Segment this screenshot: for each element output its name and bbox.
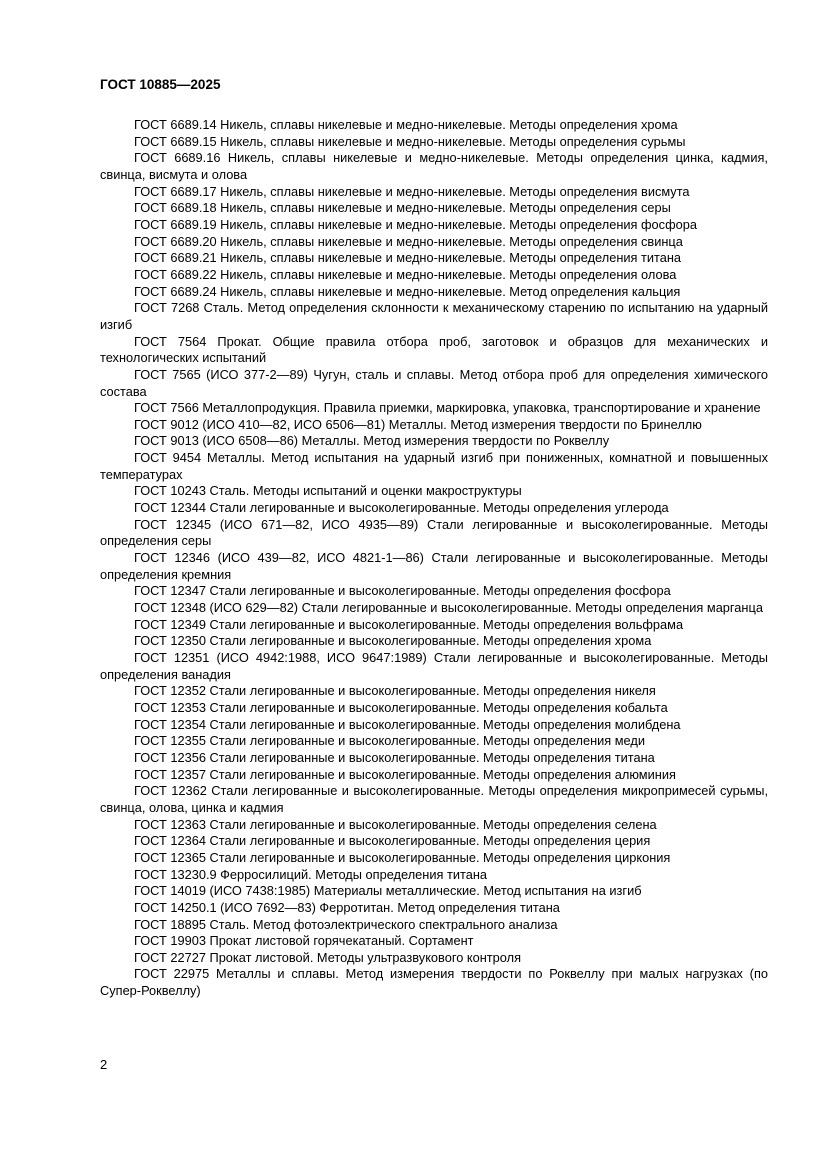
reference-item: ГОСТ 12347 Стали легированные и высоколегированные. Методы определения фосфора bbox=[134, 583, 671, 599]
document-header: ГОСТ 10885—2025 bbox=[100, 77, 221, 92]
reference-item: ГОСТ 6689.14 Никель, сплавы никелевые и медно-никелевые. Методы определения хрома bbox=[134, 117, 678, 132]
reference-item: ГОСТ 6689.19 Никель, сплавы никелевые и медно-никелевые. Методы определения фосфора bbox=[134, 216, 697, 232]
reference-item: ГОСТ 19903 Прокат листовой горячекатаный. Сортамент bbox=[134, 933, 474, 949]
reference-item: ГОСТ 6689.24 Никель, сплавы никелевые и медно-никелевые. Метод определения кальция bbox=[134, 283, 681, 299]
reference-item: ГОСТ 12365 Стали легированные и высоколегированные. Методы определения циркония bbox=[134, 849, 671, 865]
normative-references-list bbox=[100, 117, 768, 1000]
reference-item: ГОСТ 12352 Стали легированные и высоколегированные. Методы определения никеля bbox=[134, 683, 656, 699]
reference-item: ГОСТ 14019 (ИСО 7438:1985) Материалы металлические. Метод испытания на изгиб bbox=[134, 883, 642, 899]
reference-item: ГОСТ 9012 (ИСО 410—82, ИСО 6506—81) Металлы. Метод измерения твердости по Бринеллю bbox=[134, 416, 702, 432]
reference-item: ГОСТ 12354 Стали легированные и высоколегированные. Методы определения молибдена bbox=[134, 716, 681, 732]
reference-item: ГОСТ 12355 Стали легированные и высоколегированные. Методы определения меди bbox=[134, 733, 646, 749]
reference-item: ГОСТ 6689.18 Никель, сплавы никелевые и медно-никелевые. Методы определения серы bbox=[134, 200, 671, 216]
reference-item: ГОСТ 6689.17 Никель, сплавы никелевые и медно-никелевые. Методы определения висмута bbox=[134, 183, 690, 199]
reference-item: ГОСТ 12350 Стали легированные и высоколегированные. Методы определения хрома bbox=[134, 633, 652, 649]
reference-item: ГОСТ 6689.22 Никель, сплавы никелевые и медно-никелевые. Методы определения олова bbox=[134, 266, 677, 282]
reference-item: ГОСТ 7566 Металлопродукция. Правила приемки, маркировка, упаковка, транспортирование и хранение bbox=[134, 400, 761, 416]
reference-item: ГОСТ 9013 (ИСО 6508—86) Металлы. Метод измерения твердости по Роквеллу bbox=[134, 433, 610, 449]
page-number: 2 bbox=[100, 1057, 108, 1072]
reference-item: ГОСТ 18895 Сталь. Метод фотоэлектрического спектрального анализа bbox=[134, 916, 558, 932]
reference-item: ГОСТ 12349 Стали легированные и высоколегированные. Методы определения вольфрама bbox=[134, 616, 684, 632]
reference-item: ГОСТ 9454 Металлы. Метод испытания на ударный изгиб при пониженных, комнатной и повышенных температурах bbox=[100, 450, 768, 482]
reference-item: ГОСТ 6689.20 Никель, сплавы никелевые и медно-никелевые. Методы определения свинца bbox=[134, 233, 683, 249]
reference-item: ГОСТ 10243 Сталь. Методы испытаний и оценки макроструктуры bbox=[134, 483, 522, 499]
reference-item: ГОСТ 12363 Стали легированные и высоколегированные. Методы определения селена bbox=[134, 816, 657, 832]
reference-item: ГОСТ 12344 Стали легированные и высоколегированные. Методы определения углерода bbox=[134, 500, 669, 516]
reference-item: ГОСТ 12346 (ИСО 439—82, ИСО 4821-1—86) Стали легированные и высоколегированные. Методы определения кремния bbox=[100, 550, 768, 582]
reference-item: ГОСТ 12351 (ИСО 4942:1988, ИСО 9647:1989) Стали легированные и высоколегированные. Методы определения ванадия bbox=[100, 650, 768, 682]
reference-item: ГОСТ 12362 Стали легированные и высоколегированные. Методы определения микропримесей сурьмы, свинца, олова, цинка и кадмия bbox=[100, 783, 768, 815]
reference-item: ГОСТ 12345 (ИСО 671—82, ИСО 4935—89) Стали легированные и высоколегированные. Методы определения серы bbox=[100, 516, 768, 549]
reference-item: ГОСТ 7565 (ИСО 377-2—89) Чугун, сталь и сплавы. Метод отбора проб для определения химического состава bbox=[100, 366, 768, 399]
reference-item: ГОСТ 6689.16 Никель, сплавы никелевые и медно-никелевые. Методы определения цинка, кадмия, свинца, висмута и олова bbox=[100, 150, 768, 182]
reference-item: ГОСТ 22975 Металлы и сплавы. Метод измерения твердости по Роквеллу при малых нагрузках (по Супер-Роквеллу) bbox=[100, 966, 768, 999]
reference-item: ГОСТ 12353 Стали легированные и высоколегированные. Методы определения кобальта bbox=[134, 699, 668, 715]
reference-item: ГОСТ 7564 Прокат. Общие правила отбора проб, заготовок и образцов для механических и технологических испытаний bbox=[100, 333, 768, 366]
reference-item: ГОСТ 14250.1 (ИСО 7692—83) Ферротитан. Метод определения титана bbox=[134, 899, 560, 915]
reference-item: ГОСТ 6689.15 Никель, сплавы никелевые и медно-никелевые. Методы определения сурьмы bbox=[134, 133, 686, 149]
reference-item: ГОСТ 12357 Стали легированные и высоколегированные. Методы определения алюминия bbox=[134, 766, 676, 782]
reference-item: ГОСТ 12348 (ИСО 629—82) Стали легированные и высоколегированные. Методы определения марганца bbox=[134, 600, 763, 616]
reference-item: ГОСТ 6689.21 Никель, сплавы никелевые и медно-никелевые. Методы определения титана bbox=[134, 250, 682, 266]
reference-item: ГОСТ 22727 Прокат листовой. Методы ультразвукового контроля bbox=[134, 949, 522, 965]
reference-item: ГОСТ 12364 Стали легированные и высоколегированные. Методы определения церия bbox=[134, 833, 651, 849]
reference-item: ГОСТ 12356 Стали легированные и высоколегированные. Методы определения титана bbox=[134, 749, 655, 765]
reference-item: ГОСТ 13230.9 Ферросилиций. Методы определения титана bbox=[134, 866, 488, 882]
reference-item: ГОСТ 7268 Сталь. Метод определения склонности к механическому старению по испытанию на ударный изгиб bbox=[100, 300, 768, 332]
